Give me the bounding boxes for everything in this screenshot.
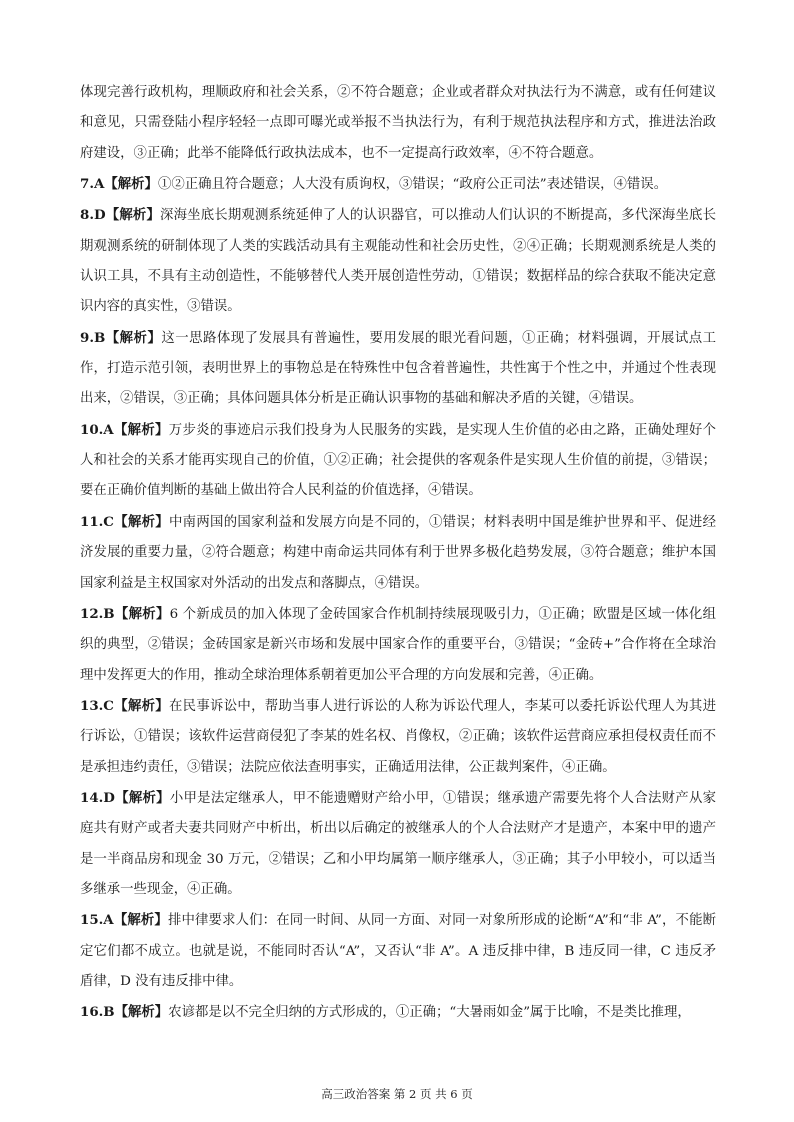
analysis-text: 中南两国的国家利益和发展方向是不同的，①错误；材料表明中国是维护世界和平、促进经济发展的重要力量，②符合题意；构建中南命运共同体有利于世界多极化趋势发展，③符合题意；维护本国国家利益是主权国家对外活动的出发点和落脚点，④错误。: [80, 514, 717, 591]
question-number: 10.A: [80, 421, 114, 438]
answer-list: [80, 169, 716, 1029]
analysis-tag: 【解析】: [114, 1004, 169, 1021]
analysis-tag: 【解析】: [114, 789, 170, 806]
question-number: 13.C: [80, 697, 114, 714]
question-number: 11.C: [80, 513, 114, 530]
analysis-tag: 【解析】: [113, 513, 169, 530]
analysis-tag: 【解析】: [113, 697, 169, 714]
analysis-text: 小甲是法定继承人，甲不能遗赠财产给小甲，①错误；继承遗产需要先将个人合法财产从家庭共有财产或者夫妻共同财产中析出，析出以后确定的被继承人的个人合法财产才是遗产，本案中甲的遗产是一半商品房和现金 30 万元，②错误；乙和小甲均属第一顺序继承人，③正确；其子小甲较小，可以适当多继承一些现金，④正确。: [80, 790, 717, 897]
answer-item: [80, 169, 716, 200]
question-number: 12.B: [80, 605, 115, 622]
analysis-tag: 【解析】: [113, 421, 169, 438]
answer-item: [80, 323, 716, 415]
answer-item: [80, 599, 716, 691]
analysis-text: 万步炎的事迹启示我们投身为人民服务的实践，是实现人生价值的必由之路，正确处理好个人和社会的关系才能再实现自己的价值，①②正确；社会提供的客观条件是实现人生价值的前提，③错误；要在正确价值判断的基础上做出符合人民利益的价值选择，④错误。: [80, 422, 717, 499]
analysis-text: 排中律要求人们：在同一时间、从同一方面、对同一对象所形成的论断“A”和“非 A”，不能断定它们都不成立。也就是说，不能同时否认“A”，又否认“非 A”。A 违反排中律，B 违反同一律，C 违反矛盾律，D 没有违反排中律。: [80, 913, 717, 989]
answer-document: [80, 78, 716, 1029]
analysis-tag: 【解析】: [113, 912, 168, 929]
answer-item: [80, 783, 716, 905]
analysis-tag: 【解析】: [114, 605, 170, 622]
page-footer: 高三政治答案 第 2 页 共 6 页: [321, 1087, 473, 1101]
analysis-tag: 【解析】: [105, 207, 161, 224]
question-number: 7.A: [80, 176, 105, 193]
answer-item: [80, 200, 716, 322]
analysis-text: 在民事诉讼中，帮助当事人进行诉讼的人称为诉讼代理人，李某可以委托诉讼代理人为其进行诉讼，①错误；该软件运营商侵犯了李某的姓名权、肖像权，②正确；该软件运营商应承担侵权责任而不是承担违约责任，③错误；法院应依法查明事实，正确适用法律，公正裁判案件，④正确。: [80, 698, 717, 775]
analysis-text: 深海坐底长期观测系统延伸了人的认识器官，可以推动人们认识的不断提高，多代深海坐底长期观测系统的研制体现了人类的实践活动具有主观能动性和社会历史性，②④正确；长期观测系统是人类的认识工具，不具有主动创造性，不能够替代人类开展创造性劳动，①错误；数据样品的综合获取不能决定意识内容的真实性，③错误。: [80, 208, 717, 315]
answer-item: [80, 691, 716, 783]
analysis-tag: 【解析】: [105, 329, 162, 346]
question-number: 9.B: [80, 329, 106, 346]
answer-item: [80, 415, 716, 507]
question-number: 14.D: [80, 789, 115, 806]
analysis-text: 6 个新成员的加入体现了金砖国家合作机制持续展现吸引力，①正确；欧盟是区域一体化组织的典型，②错误；金砖国家是新兴市场和发展中国家合作的重要平台，③错误；“金砖+”合作将在全球治理中发挥更大的作用，推动全球治理体系朝着更加公平合理的方向发展和完善，④正确。: [80, 606, 717, 683]
lead-paragraph: 体现完善行政机构，理顺政府和社会关系，②不符合题意；企业或者群众对执法行为不满意，或有任何建议和意见，只需登陆小程序轻轻一点即可曝光或举报不当执法行为，有利于规范执法程序和方式，推进法治政府建设，③正确；此举不能降低行政执法成本，也不一定提高行政效率，④不符合题意。: [80, 85, 716, 161]
question-number: 8.D: [80, 207, 106, 224]
question-number: 15.A: [80, 912, 114, 929]
answer-item: [80, 905, 716, 997]
analysis-text: ①②正确且符合题意；人大没有质询权，③错误；“政府公正司法”表述错误，④错误。: [157, 177, 668, 193]
analysis-text: 这一思路体现了发展具有普遍性，要用发展的眼光看问题，①正确；材料强调，开展试点工作，打造示范引领，表明世界上的事物总是在特殊性中包含着普遍性，共性寓于个性之中，并通过个性表现出来，②错误，③正确；具体问题具体分析是正确认识事物的基础和解决矛盾的关键，④错误。: [80, 330, 717, 407]
analysis-text: 农谚都是以不完全归纳的方式形成的，①正确；“大暑雨如金”属于比喻，不是类比推理，: [168, 1005, 691, 1021]
answer-item: [80, 507, 716, 599]
question-number: 16.B: [80, 1004, 115, 1021]
analysis-tag: 【解析】: [104, 176, 158, 193]
answer-item: [80, 997, 716, 1028]
